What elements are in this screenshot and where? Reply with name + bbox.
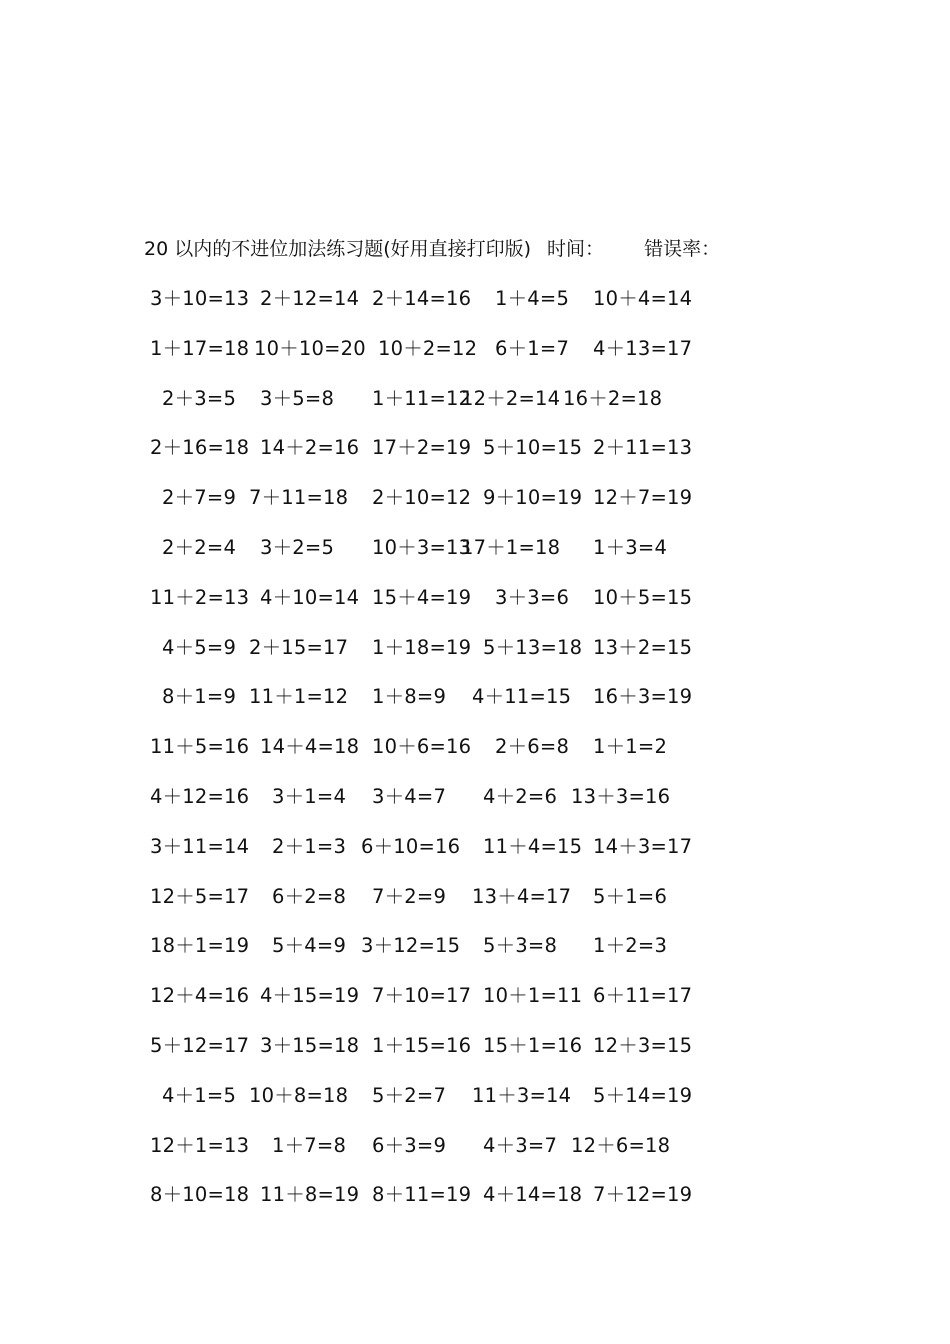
equation: 7＋2=9 — [372, 884, 447, 908]
equation: 18＋1=19 — [150, 934, 250, 958]
equation: 13＋2=15 — [593, 635, 693, 659]
equation: 5＋3=8 — [483, 934, 558, 958]
equation: 16＋2=18 — [563, 386, 663, 410]
equation: 3＋5=8 — [260, 386, 335, 410]
equation: 2＋12=14 — [260, 287, 360, 310]
equation: 1＋15=16 — [372, 1033, 472, 1057]
equation: 11＋5=16 — [150, 735, 250, 759]
equation: 1＋11=12 — [372, 386, 472, 410]
equation: 3＋3=6 — [495, 585, 570, 609]
equation: 8＋11=19 — [372, 1183, 472, 1207]
equation: 5＋4=9 — [272, 934, 347, 958]
equation: 11＋1=12 — [249, 685, 349, 709]
equation: 6＋3=9 — [372, 1133, 447, 1157]
equation: 17＋2=19 — [372, 436, 472, 460]
time-label: 时间： — [547, 238, 605, 260]
equation: 4＋15=19 — [260, 984, 360, 1008]
equation: 10＋6=16 — [372, 735, 472, 759]
equation: 12＋7=19 — [593, 486, 693, 510]
equation: 14＋3=17 — [593, 834, 693, 858]
equation: 12＋1=13 — [150, 1133, 250, 1157]
equation: 10＋10=20 — [254, 336, 366, 360]
equation: 2＋16=18 — [150, 436, 250, 460]
equation: 5＋12=17 — [150, 1033, 250, 1057]
equation: 5＋2=7 — [372, 1083, 447, 1107]
equation: 1＋7=8 — [272, 1133, 347, 1157]
equation: 13＋3=16 — [571, 784, 671, 808]
equation: 1＋3=4 — [593, 535, 668, 559]
equation: 3＋4=7 — [372, 784, 447, 808]
equation: 10＋8=18 — [249, 1083, 349, 1107]
equation: 4＋13=17 — [593, 336, 693, 360]
equation: 4＋2=6 — [483, 784, 558, 808]
equation: 14＋4=18 — [260, 735, 360, 759]
equation: 4＋11=15 — [472, 685, 572, 709]
equation: 10＋5=15 — [593, 585, 693, 609]
equation: 1＋1=2 — [593, 735, 668, 759]
equation: 10＋3=13 — [372, 535, 472, 559]
equation: 15＋1=16 — [483, 1033, 583, 1057]
equation: 15＋4=19 — [372, 585, 472, 609]
equation: 11＋2=13 — [150, 585, 250, 609]
equation: 3＋11=14 — [150, 834, 250, 858]
equation: 9＋10=19 — [483, 486, 583, 510]
equation: 10＋1=11 — [483, 984, 583, 1008]
equation: 6＋11=17 — [593, 984, 693, 1008]
equation: 2＋7=9 — [162, 486, 237, 510]
error-rate-label: 错误率： — [644, 238, 721, 260]
equation: 5＋14=19 — [593, 1083, 693, 1107]
equation: 12＋5=17 — [150, 884, 250, 908]
equation: 7＋11=18 — [249, 486, 349, 510]
equation: 2＋2=4 — [162, 535, 237, 559]
equation: 6＋2=8 — [272, 884, 347, 908]
equation: 7＋12=19 — [593, 1183, 693, 1207]
equation: 4＋5=9 — [162, 635, 237, 659]
equation: 14＋2=16 — [260, 436, 360, 460]
equation: 2＋3=5 — [162, 386, 237, 410]
equation: 3＋15=18 — [260, 1033, 360, 1057]
equation: 4＋14=18 — [483, 1183, 583, 1207]
equation: 17＋1=18 — [461, 535, 561, 559]
equation: 4＋1=5 — [162, 1083, 237, 1107]
equation: 3＋10=13 — [150, 287, 250, 310]
equation: 5＋1=6 — [593, 884, 668, 908]
equation: 4＋10=14 — [260, 585, 360, 609]
equation: 2＋11=13 — [593, 436, 693, 460]
equation: 11＋8=19 — [260, 1183, 360, 1207]
worksheet-title: 20 以内的不进位加法练习题(好用直接打印版) — [144, 238, 532, 260]
equation: 11＋4=15 — [483, 834, 583, 858]
equation: 13＋4=17 — [472, 884, 572, 908]
equation: 8＋1=9 — [162, 685, 237, 709]
equation: 5＋13=18 — [483, 635, 583, 659]
equation: 6＋10=16 — [361, 834, 461, 858]
equation: 4＋12=16 — [150, 784, 250, 808]
equation: 2＋6=8 — [495, 735, 570, 759]
equation: 2＋15=17 — [249, 635, 349, 659]
equation: 7＋10=17 — [372, 984, 472, 1008]
equation: 10＋2=12 — [378, 336, 478, 360]
equation: 12＋3=15 — [593, 1033, 693, 1057]
equation: 6＋1=7 — [495, 336, 570, 360]
equation: 3＋1=4 — [272, 784, 347, 808]
equation: 2＋14=16 — [372, 287, 472, 310]
equation: 1＋17=18 — [150, 336, 250, 360]
equation: 5＋10=15 — [483, 436, 583, 460]
equation: 12＋6=18 — [571, 1133, 671, 1157]
equation: 2＋1=3 — [272, 834, 347, 858]
equation: 4＋3=7 — [483, 1133, 558, 1157]
equation: 1＋4=5 — [495, 287, 570, 310]
equation: 2＋10=12 — [372, 486, 472, 510]
worksheet-header — [144, 234, 720, 264]
equation: 8＋10=18 — [150, 1183, 250, 1207]
equation: 1＋18=19 — [372, 635, 472, 659]
equation: 1＋2=3 — [593, 934, 668, 958]
equation: 3＋2=5 — [260, 535, 335, 559]
equation: 11＋3=14 — [472, 1083, 572, 1107]
equation: 1＋8=9 — [372, 685, 447, 709]
equation: 3＋12=15 — [361, 934, 461, 958]
equation: 16＋3=19 — [593, 685, 693, 709]
equation: 12＋2=14 — [461, 386, 561, 410]
equation: 12＋4=16 — [150, 984, 250, 1008]
equation: 10＋4=14 — [593, 287, 693, 310]
